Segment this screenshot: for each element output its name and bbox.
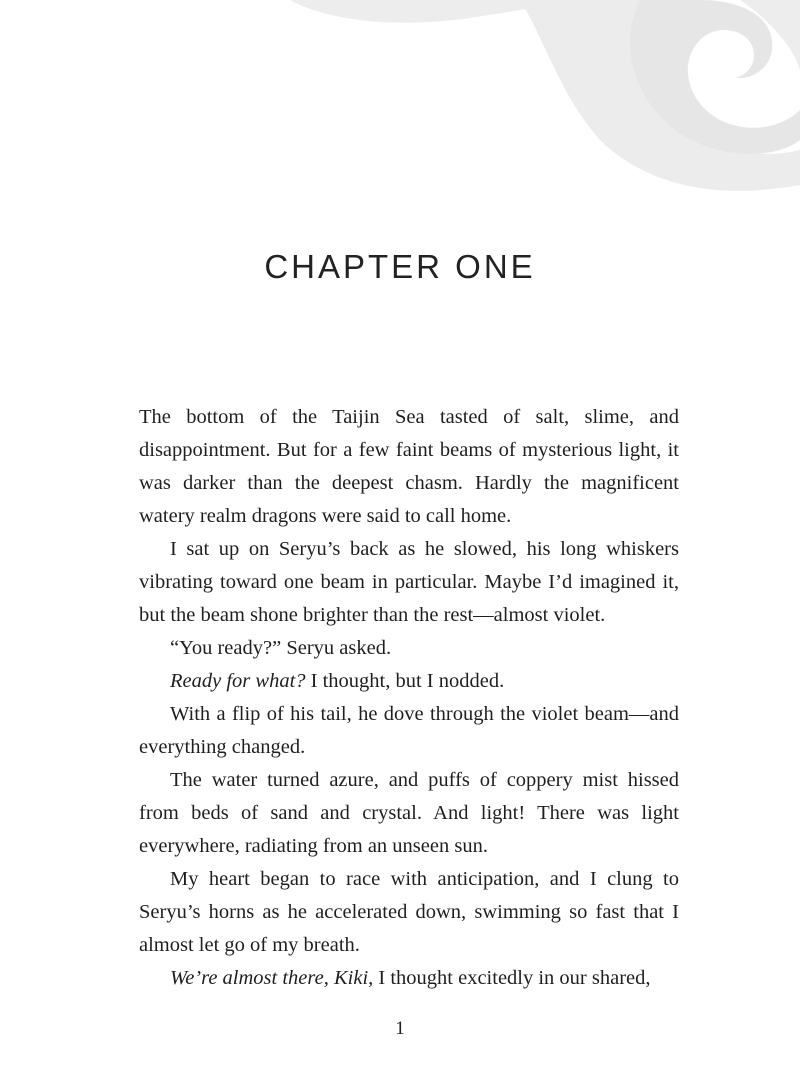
paragraph: The water turned azure, and puffs of coppery mist hissed from beds of sand and crystal. And light! There was light everywhere, radiating from an unseen sun. [139,769,679,857]
paragraph: “You ready?” Seryu asked. [170,637,392,659]
paragraph: Ready for what? I thought, but I nodded. [170,670,505,692]
paragraph: I sat up on Seryu’s back as he slowed, his long whiskers vibrating toward one beam in particular. Maybe I’d imagined it, but the beam shone brighter than the rest—almost violet. [139,538,679,626]
paragraph: With a flip of his tail, he dove through the violet beam—and everything changed. [139,703,679,758]
paragraph: The bottom of the Taijin Sea tasted of salt, slime, and disappointment. But for a few faint beams of mysterious light, it was darker than the deepest chasm. Hardly the magnificent watery realm dragons were said to call home. [139,406,679,527]
paragraph: We’re almost there, Kiki, I thought excitedly in our shared, [170,967,651,989]
wave-ornament [0,0,800,240]
chapter-body [139,401,679,995]
italic-phrase: Ready for what? [170,670,306,692]
chapter-title: CHAPTER ONE [264,248,536,286]
italic-phrase: We’re almost there, Kiki, [170,967,374,989]
page-number: 1 [395,1018,405,1039]
paragraph: My heart began to race with anticipation, and I clung to Seryu’s horns as he accelerated down, swimming so fast that I almost let go of my breath. [139,868,679,956]
